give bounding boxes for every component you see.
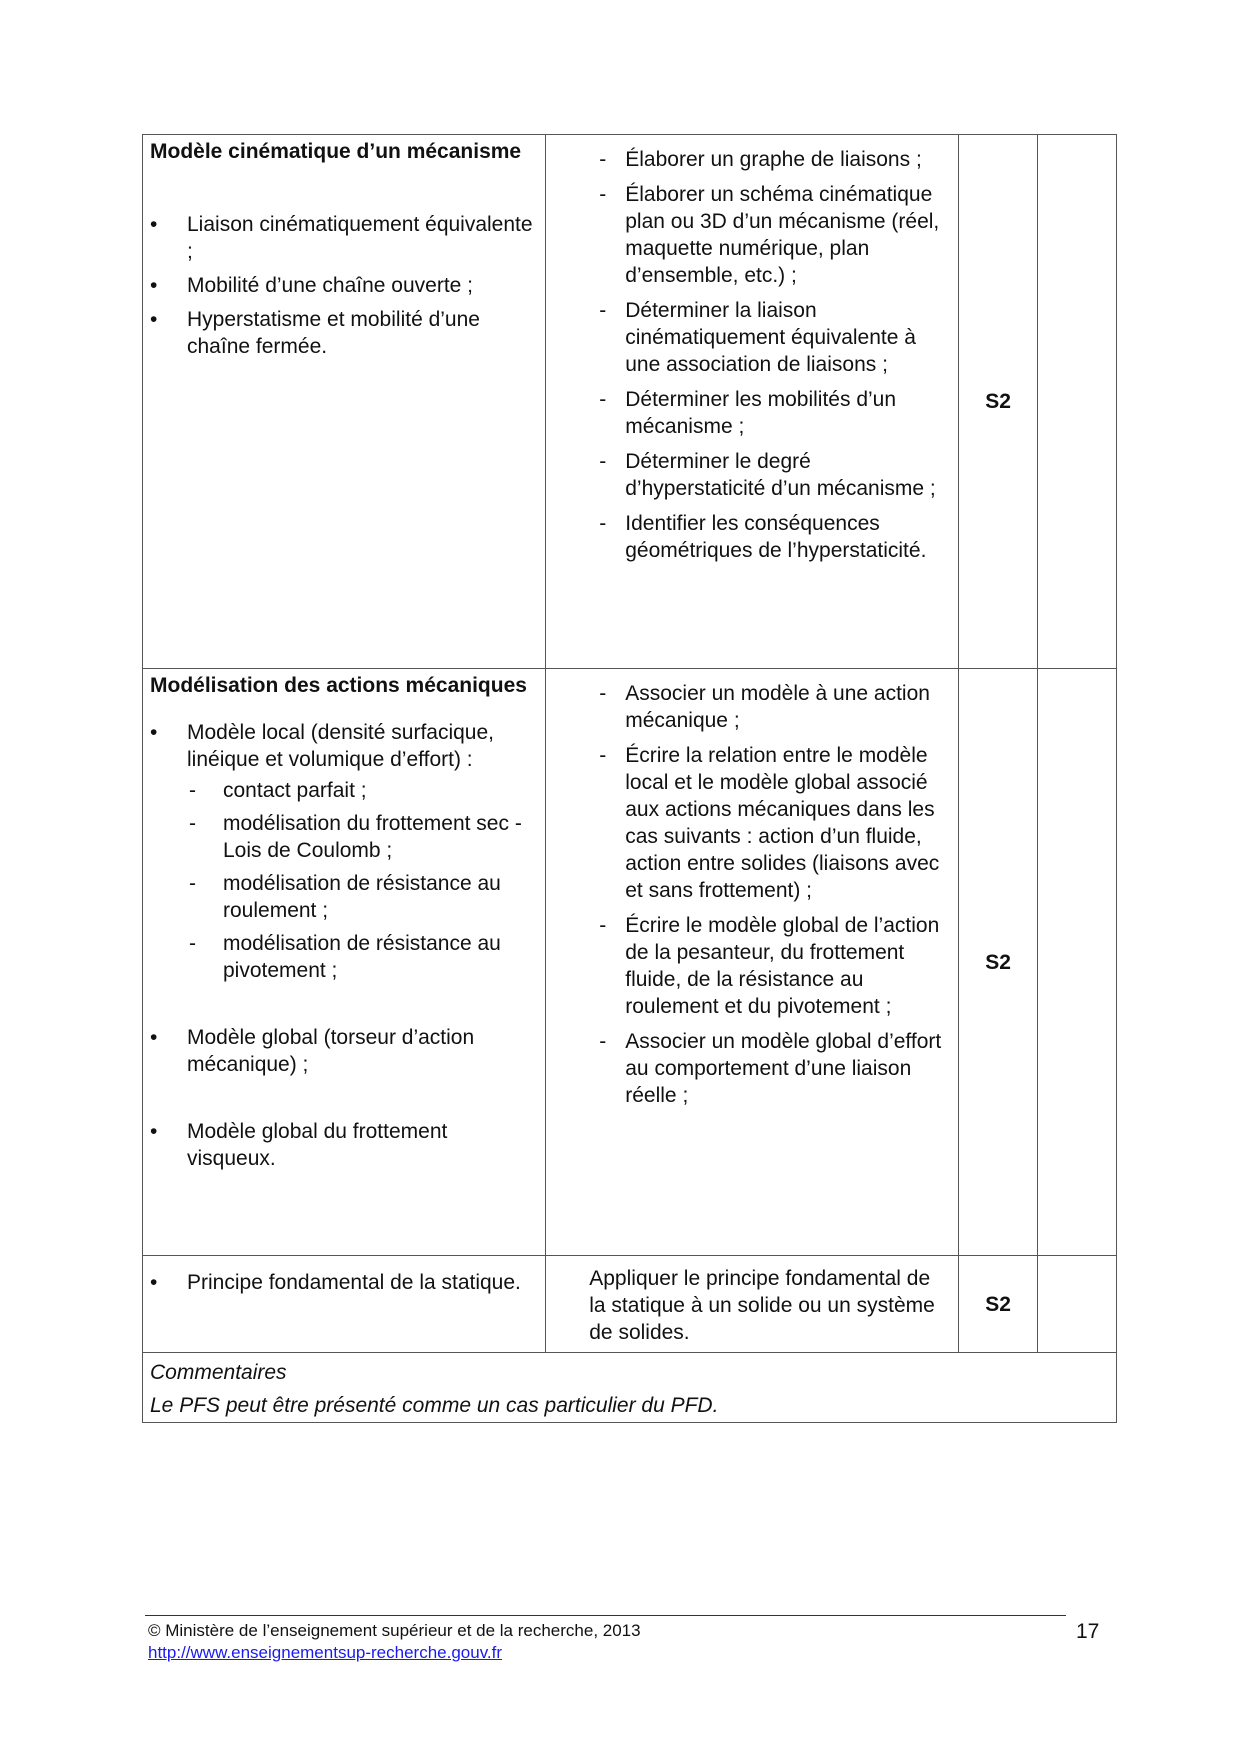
list-item: - Déterminer les mobilités d’un mécanisme ; bbox=[589, 386, 951, 440]
list-item bbox=[150, 719, 538, 984]
copyright: © Ministère de l’enseignement supérieur et de la recherche, 2013 bbox=[148, 1621, 641, 1640]
footer bbox=[148, 1620, 641, 1664]
list-item: - Associer un modèle à une action mécanique ; bbox=[589, 680, 951, 734]
sub-item: - contact parfait ; bbox=[187, 777, 538, 804]
list-item: - Écrire le modèle global de l’action de la pesanteur, du frottement fluide, de la résistance au roulement et du pivotement ; bbox=[589, 912, 951, 1020]
list-item: - Élaborer un schéma cinématique plan ou 3D d’un mécanisme (réel, maquette numérique, plan d’ensemble, etc.) ; bbox=[589, 181, 951, 289]
website-link[interactable]: http://www.enseignementsup-recherche.gouv.fr bbox=[148, 1643, 503, 1662]
comments-row bbox=[143, 1353, 1117, 1423]
skills-cell bbox=[546, 1256, 959, 1353]
list-item: • Hyperstatisme et mobilité d’une chaîne fermée. bbox=[150, 306, 538, 360]
curriculum-table bbox=[142, 134, 1117, 1423]
list-item: • Modèle global du frottement visqueux. bbox=[150, 1118, 538, 1172]
list-item: • Principe fondamental de la statique. bbox=[150, 1269, 538, 1296]
page-number: 17 bbox=[1076, 1620, 1100, 1643]
list-item: • Liaison cinématiquement équivalente ; bbox=[150, 211, 538, 265]
semester-cell: S2 bbox=[959, 1256, 1038, 1353]
list-item: - Déterminer le degré d’hyperstaticité d’un mécanisme ; bbox=[589, 448, 951, 502]
comments-cell bbox=[143, 1353, 1117, 1423]
comments-label: Commentaires bbox=[150, 1361, 287, 1384]
semester-cell: S2 bbox=[959, 669, 1038, 1256]
skills-cell bbox=[546, 135, 959, 669]
table-row bbox=[143, 135, 1117, 669]
empty-cell bbox=[1038, 135, 1117, 669]
sub-item: - modélisation de résistance au roulement ; bbox=[187, 870, 538, 924]
knowledge-cell bbox=[143, 135, 546, 669]
skill-text: Appliquer le principe fondamental de la statique à un solide ou un système de solides. bbox=[589, 1267, 935, 1344]
comments-text: Le PFS peut être présenté comme un cas particulier du PFD. bbox=[150, 1394, 719, 1417]
section-title: Modélisation des actions mécaniques bbox=[150, 674, 527, 697]
sub-item: - modélisation de résistance au pivotement ; bbox=[187, 930, 538, 984]
knowledge-cell bbox=[143, 669, 546, 1256]
table-row bbox=[143, 1256, 1117, 1353]
semester-cell: S2 bbox=[959, 135, 1038, 669]
list-item: - Écrire la relation entre le modèle local et le modèle global associé aux actions mécaniques dans les cas suivants : action d’un fluide, action entre solides (liaisons avec et sans frottement) ; bbox=[589, 742, 951, 904]
section-title: Modèle cinématique d’un mécanisme bbox=[150, 140, 522, 163]
footer-divider bbox=[145, 1615, 1066, 1616]
skills-cell bbox=[546, 669, 959, 1256]
empty-cell bbox=[1038, 669, 1117, 1256]
list-item: • Mobilité d’une chaîne ouverte ; bbox=[150, 272, 538, 299]
knowledge-cell bbox=[143, 1256, 546, 1353]
list-item: • Modèle global (torseur d’action mécanique) ; bbox=[150, 1024, 538, 1078]
sub-item: - modélisation du frottement sec - Lois de Coulomb ; bbox=[187, 810, 538, 864]
table-row bbox=[143, 669, 1117, 1256]
item-text: Modèle local (densité surfacique, linéique et volumique d’effort) : bbox=[187, 721, 495, 771]
list-item: - Déterminer la liaison cinématiquement équivalente à une association de liaisons ; bbox=[589, 297, 951, 378]
empty-cell bbox=[1038, 1256, 1117, 1353]
list-item: - Associer un modèle global d’effort au comportement d’une liaison réelle ; bbox=[589, 1028, 951, 1109]
list-item: - Identifier les conséquences géométriques de l’hyperstaticité. bbox=[589, 510, 951, 564]
list-item: - Élaborer un graphe de liaisons ; bbox=[589, 146, 951, 173]
